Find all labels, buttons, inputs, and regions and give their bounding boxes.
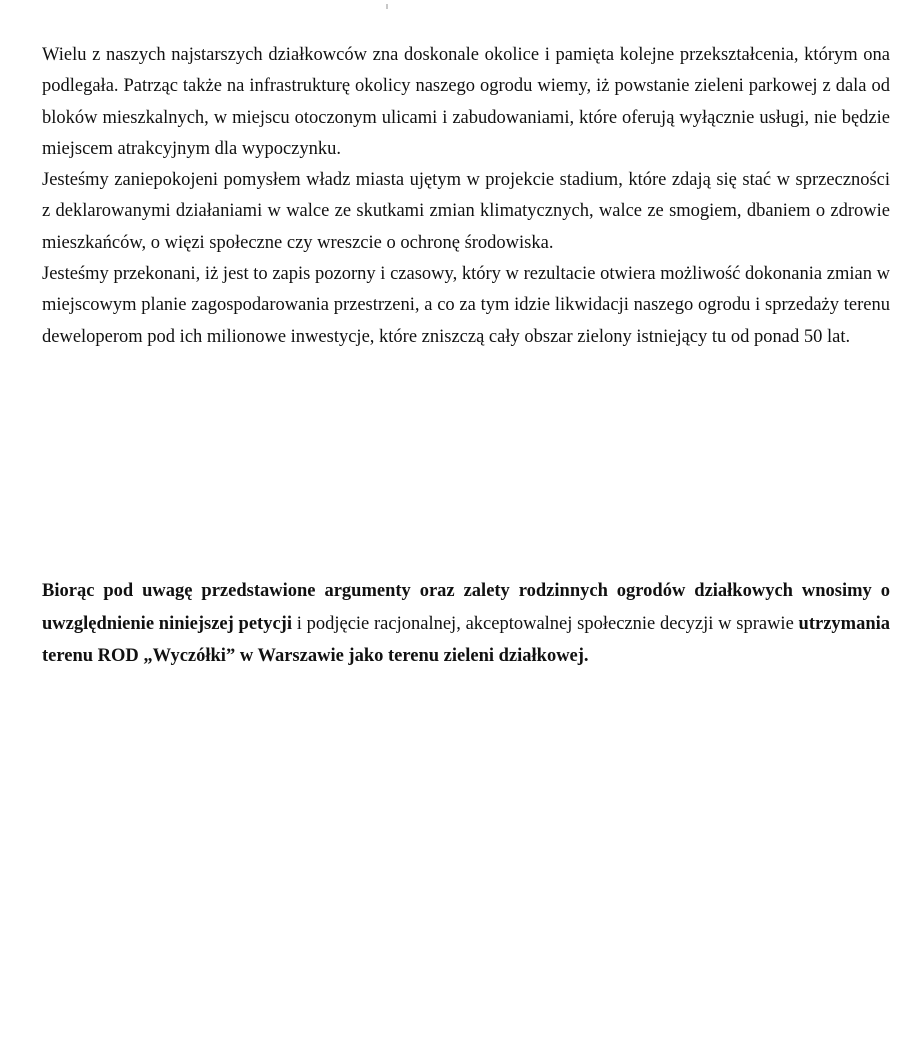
scan-mark xyxy=(386,4,388,9)
body-text xyxy=(42,40,890,353)
paragraph-conviction: Jesteśmy przekonani, iż jest to zapis pozorny i czasowy, który w rezultacie otwiera możliwość dokonania zmian w miejscowym planie zagospodarowania przestrzeni, a co za tym idzie likwidacji naszego ogrodu i sprzedaży terenu deweloperom pod ich milionowe inwestycje, które zniszczą cały obszar zielony istniejący tu od ponad 50 lat. xyxy=(42,264,890,347)
request-bold-demand: utrzymania terenu ROD „Wyczółki” w Warszawie jako terenu zieleni działkowej. xyxy=(42,613,890,666)
petition-request xyxy=(42,575,890,673)
paragraph-gardeners-memory: Wielu z naszych najstarszych działkowców zna doskonale okolice i pamięta kolejne przekształcenia, którym ona podlegała. Patrząc także na infrastrukturę okolicy naszego ogrodu wiemy, iż powstanie zieleni parkowej z dala od bloków mieszkalnych, w miejscu otoczonym ulicami i zabudowaniami, które oferują wyłącznie usługi, nie będzie miejscem atrakcyjnym dla wypoczynku. xyxy=(42,45,890,159)
request-bold-lead: Biorąc pod uwagę przedstawione argumenty oraz zalety rodzinnych ogrodów działkowych wnosimy o uwzględnienie niniejszej petycji xyxy=(42,581,890,634)
paragraph-concern: Jesteśmy zaniepokojeni pomysłem władz miasta ujętym w projekcie stadium, które zdają się stać w sprzeczności z deklarowanymi działaniami w walce ze skutkami zmian klimatycznych, walce ze smogiem, dbaniem o zdrowie mieszkańców, o więzi społeczne czy wreszcie o ochronę środowiska. xyxy=(42,170,890,253)
paragraph-request xyxy=(42,575,890,673)
request-normal-text: i podjęcie racjonalnej, akceptowalnej społecznie decyzji w sprawie xyxy=(291,613,799,634)
